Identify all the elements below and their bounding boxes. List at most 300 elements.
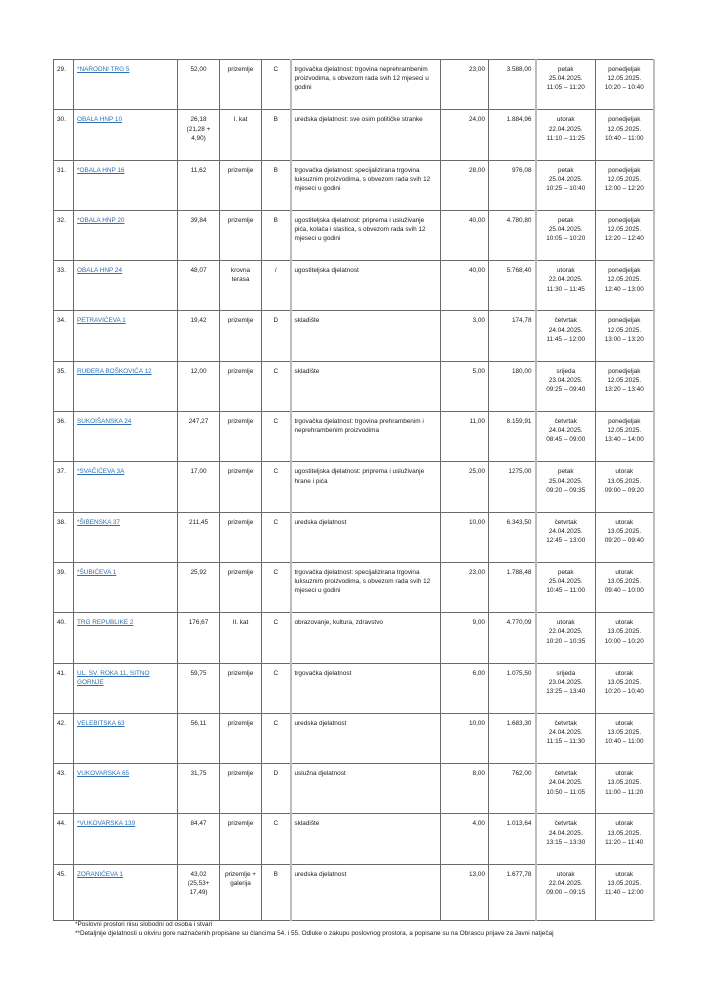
floor-cell: prizemlje [220,311,262,361]
viewing-day: srijeda [556,669,576,677]
rate-cell: 4,00 [441,814,489,864]
viewing-day: četvrtak [554,770,577,778]
viewing-date: 24.04.2025. [548,527,583,535]
floor-cell: I. kat [220,110,262,160]
footnotes [75,921,554,938]
opening-cell [596,764,654,814]
viewing-day: utorak [556,870,575,878]
table-row [54,562,654,612]
opening-day: utorak [615,518,634,526]
zone-cell: B [262,864,291,920]
area-cell: 247,27 [178,412,220,462]
area-cell: 25,92 [178,562,220,612]
viewing-cell [536,311,596,361]
table-row [54,60,654,110]
zone-cell: C [262,60,291,110]
opening-day: utorak [615,468,634,476]
opening-cell [596,814,654,864]
floor-cell: prizemlje [220,814,262,864]
viewing-day: petak [557,216,574,224]
opening-cell [596,210,654,260]
viewing-time: 11:05 – 11:20 [546,84,585,92]
zone-cell: C [262,462,291,512]
address-link[interactable]: *NARODNI TRG 5 [77,66,130,73]
viewing-date: 25.04.2025. [548,175,583,183]
viewing-day: petak [557,468,574,476]
row-number: 29. [54,60,74,110]
opening-time: 12:20 – 12:40 [604,235,644,243]
row-number: 33. [54,261,74,311]
address-cell [74,311,178,361]
row-number: 30. [54,110,74,160]
zone-cell: C [262,814,291,864]
table-row [54,864,654,920]
row-number: 37. [54,462,74,512]
table-row [54,311,654,361]
address-cell [74,210,178,260]
activity-cell: uredska djelatnost [291,864,441,920]
viewing-date: 25.04.2025. [548,477,583,485]
opening-time: 10:40 – 11:00 [604,738,644,746]
rate-cell: 5,00 [441,361,489,411]
opening-cell [596,864,654,920]
table-row [54,361,654,411]
area-cell: 176,67 [178,613,220,663]
floor-cell: prizemlje [220,160,262,210]
activity-cell: ugostiteljska djelatnost: priprema i usluživanje pića, kolača i slastica, s obvezom rada svih 12 mjeseci u godini [291,210,441,260]
viewing-cell [536,160,596,210]
opening-date: 12.05.2025. [607,125,642,133]
viewing-time: 12:45 – 13:00 [546,537,586,545]
row-number: 34. [54,311,74,361]
opening-time: 13:40 – 14:00 [604,436,644,444]
area-cell: 12,00 [178,361,220,411]
row-number: 43. [54,764,74,814]
address-link[interactable]: OBALA HNP 10 [77,116,122,124]
opening-date: 13.05.2025. [607,779,642,787]
address-link[interactable]: *ŠIBENSKA 37 [77,518,120,526]
viewing-cell [536,261,596,311]
viewing-date: 24.04.2025. [548,829,583,837]
address-cell [74,160,178,210]
row-number: 31. [54,160,74,210]
address-link[interactable]: *OBALA HNP 20 [77,216,125,224]
opening-day: ponedjeljak [608,116,641,124]
price-cell: 976,08 [489,160,536,210]
address-cell [74,412,178,462]
address-cell [74,110,178,160]
opening-date: 12.05.2025. [607,226,642,234]
viewing-date: 22.04.2025. [548,628,583,636]
rate-cell: 13,00 [441,864,489,920]
price-cell: 762,00 [489,764,536,814]
viewing-cell [536,512,596,562]
opening-date: 12.05.2025. [607,75,642,83]
viewing-day: utorak [556,619,575,627]
rate-cell: 6,00 [441,663,489,713]
opening-day: ponedjeljak [608,367,641,375]
activity-cell: uslužna djelatnost [291,764,441,814]
opening-day: ponedjeljak [608,418,641,426]
rate-cell: 8,00 [441,764,489,814]
viewing-date: 24.04.2025. [548,779,583,787]
viewing-time: 10:20 – 10:35 [546,637,586,645]
opening-date: 12.05.2025. [607,427,642,435]
opening-day: utorak [615,820,634,828]
address-link[interactable]: *OBALA HNP 16 [77,166,125,174]
opening-date: 13.05.2025. [607,578,642,586]
opening-cell [596,361,654,411]
viewing-date: 24.04.2025. [548,427,583,435]
opening-cell [596,613,654,663]
viewing-time: 10:25 – 10:40 [546,185,586,192]
zone-cell: C [262,562,291,612]
opening-time: 10:20 – 10:40 [604,687,644,695]
zone-cell: D [262,311,291,361]
price-cell: 1275,00 [489,462,536,512]
price-cell: 1.884,96 [489,110,536,160]
zone-cell: C [262,512,291,562]
opening-time: 10:00 – 10:20 [604,637,644,645]
price-cell: 3.588,00 [489,60,536,110]
viewing-cell [536,462,596,512]
viewing-cell [536,412,596,462]
price-cell: 4.780,80 [489,210,536,260]
rate-cell: 23,00 [441,562,489,612]
opening-day: utorak [615,719,634,727]
address-cell [74,462,178,512]
zone-cell: C [262,713,291,763]
opening-date: 12.05.2025. [607,276,642,284]
address-cell [74,361,178,411]
activity-cell: ugostiteljska djelatnost: priprema i usluživanje hrane i pića [291,462,441,512]
viewing-day: četvrtak [554,418,577,426]
viewing-cell [536,210,596,260]
opening-cell [596,160,654,210]
area-cell: 19,42 [178,311,220,361]
rate-cell: 3,00 [441,311,489,361]
zone-cell: C [262,412,291,462]
rate-cell: 11,00 [441,412,489,462]
viewing-date: 24.04.2025. [548,326,583,334]
viewing-time: 11:10 – 11:25 [546,134,585,142]
address-cell [74,562,178,612]
viewing-time: 09:20 – 09:35 [546,486,586,494]
price-cell: 5.768,40 [489,261,536,311]
viewing-cell [536,60,596,110]
opening-cell [596,110,654,160]
row-number: 32. [54,210,74,260]
table-row [54,210,654,260]
address-link[interactable]: UL. SV. ROKA 11, SITNO GORNJE [77,669,150,686]
address-link[interactable]: TRG REPUBLIKE 2 [77,619,134,627]
viewing-cell [536,663,596,713]
viewing-day: četvrtak [554,317,577,325]
opening-day: ponedjeljak [608,267,641,275]
viewing-date: 23.04.2025. [548,678,583,686]
zone-cell: C [262,361,291,411]
price-cell: 1.677,78 [489,864,536,920]
opening-time: 10:40 – 11:00 [604,134,644,142]
price-cell: 8.159,91 [489,412,536,462]
address-cell [74,814,178,864]
viewing-date: 23.04.2025. [548,376,583,384]
address-cell [74,60,178,110]
viewing-day: utorak [556,267,575,275]
address-cell [74,261,178,311]
activity-cell: uredska djelatnost [291,512,441,562]
area-cell: 11,62 [178,160,220,210]
zone-cell: C [262,613,291,663]
activity-cell: trgovačka djelatnost: trgovina neprehrambenim proizvodima, s obvezom rada svih 12 mjeseci u godini [291,60,441,110]
address-link[interactable]: PETRAVIĆEVA 1 [77,317,126,325]
opening-day: utorak [615,870,634,878]
viewing-day: četvrtak [554,518,577,526]
table-row [54,613,654,663]
opening-date: 13.05.2025. [607,527,642,535]
activity-cell: trgovačka djelatnost: specijalizirana trgovina luksuznim proizvodima, s obvezom rada svih 12 mjeseci u godini [291,160,441,210]
rate-cell: 28,00 [441,160,489,210]
viewing-date: 25.04.2025. [548,578,583,586]
zone-cell: D [262,764,291,814]
area-cell: 211,45 [178,512,220,562]
price-cell: 174,78 [489,311,536,361]
table-row [54,713,654,763]
rate-cell: 23,00 [441,60,489,110]
floor-cell: prizemlje + galerija [220,864,262,920]
opening-date: 13.05.2025. [607,879,642,887]
opening-time: 11:40 – 12:00 [604,889,644,897]
opening-day: ponedjeljak [608,66,641,73]
viewing-date: 25.04.2025. [548,75,583,83]
table-row [54,764,654,814]
table-row [54,663,654,713]
area-cell: 52,00 [178,60,220,110]
rate-cell: 40,00 [441,261,489,311]
viewing-date: 22.04.2025. [548,125,583,133]
table-row [54,110,654,160]
opening-day: utorak [615,619,634,627]
row-number: 42. [54,713,74,763]
opening-cell [596,311,654,361]
floor-cell: prizemlje [220,764,262,814]
rate-cell: 24,00 [441,110,489,160]
floor-cell: II. kat [220,613,262,663]
opening-date: 13.05.2025. [607,678,642,686]
viewing-time: 13:25 – 13:40 [546,687,586,695]
viewing-time: 10:05 – 10:20 [546,235,586,243]
opening-cell [596,462,654,512]
opening-time: 11:20 – 11:40 [605,838,644,846]
opening-date: 12.05.2025. [607,376,642,384]
price-cell: 4.770,09 [489,613,536,663]
viewing-cell [536,864,596,920]
activity-cell: skladište [291,814,441,864]
row-number: 41. [54,663,74,713]
opening-date: 12.05.2025. [607,175,642,183]
properties-table [53,59,655,921]
area-cell: 59,75 [178,663,220,713]
opening-day: utorak [615,669,634,677]
opening-day: ponedjeljak [608,317,641,325]
floor-cell: prizemlje [220,512,262,562]
viewing-cell [536,613,596,663]
viewing-day: srijeda [556,367,576,375]
address-cell [74,512,178,562]
opening-date: 13.05.2025. [607,628,642,636]
viewing-time: 13:15 – 13:30 [546,838,586,846]
viewing-time: 08:45 – 09:00 [546,436,586,444]
row-number: 38. [54,512,74,562]
floor-cell: prizemlje [220,663,262,713]
viewing-time: 11:15 – 11:30 [546,738,585,746]
opening-time: 09:40 – 10:00 [604,587,644,595]
activity-cell: skladište [291,311,441,361]
viewing-day: četvrtak [554,820,577,828]
opening-date: 13.05.2025. [607,729,642,737]
price-cell: 6.343,50 [489,512,536,562]
viewing-time: 09:00 – 09:15 [546,889,586,897]
address-link[interactable]: *ŠUBIĆEVA 1 [77,568,117,576]
viewing-date: 22.04.2025. [548,879,583,887]
viewing-day: četvrtak [554,719,577,727]
activity-cell: obrazovanje, kultura, zdravstvo [291,613,441,663]
activity-cell: ugostiteljska djelatnost [291,261,441,311]
table-row [54,412,654,462]
address-link[interactable]: *VUKOVARSKA 139 [77,820,136,828]
opening-time: 13:00 – 13:20 [604,335,644,343]
price-cell: 1.683,30 [489,713,536,763]
zone-cell: B [262,210,291,260]
table-row [54,512,654,562]
floor-cell: prizemlje [220,562,262,612]
rate-cell: 10,00 [441,512,489,562]
rate-cell: 10,00 [441,713,489,763]
opening-cell [596,562,654,612]
floor-cell: prizemlje [220,412,262,462]
viewing-time: 10:50 – 11:05 [546,788,586,796]
opening-cell [596,713,654,763]
opening-cell [596,512,654,562]
opening-time: 11:00 – 11:20 [605,788,644,796]
viewing-time: 11:45 – 12:00 [546,335,586,343]
row-number: 36. [54,412,74,462]
opening-time: 09:00 – 09:20 [604,486,644,494]
viewing-cell [536,110,596,160]
address-cell [74,864,178,920]
address-link[interactable]: VUKOVARSKA 65 [77,770,130,778]
viewing-date: 22.04.2025. [548,276,583,284]
opening-date: 13.05.2025. [607,829,642,837]
address-link[interactable]: SUKOIŠANSKA 24 [77,418,132,426]
opening-time: 09:20 – 09:40 [604,537,644,545]
viewing-day: utorak [556,116,575,124]
area-cell: 26,18 (21,28 + 4,90) [178,110,220,160]
opening-time: 13:20 – 13:40 [604,386,644,394]
address-cell [74,613,178,663]
row-number: 35. [54,361,74,411]
zone-cell: C [262,663,291,713]
activity-cell: trgovačka djelatnost: trgovina prehrambenim i neprehrambenim proizvodima [291,412,441,462]
row-number: 39. [54,562,74,612]
viewing-cell [536,713,596,763]
area-cell: 39,84 [178,210,220,260]
activity-cell: trgovačka djelatnost: specijalizirana trgovina luksuznim proizvodima, s obvezom rada svih 12 mjeseci u godini [291,562,441,612]
zone-cell: B [262,160,291,210]
viewing-date: 25.04.2025. [548,226,583,234]
zone-cell: B [262,110,291,160]
viewing-day: petak [557,66,574,73]
footnote-occupied: *Poslovni prostori nisu slobodni od osoba i stvari [75,921,213,928]
opening-cell [596,663,654,713]
viewing-time: 10:45 – 11:00 [546,587,586,595]
area-cell: 56,11 [178,713,220,763]
floor-cell: prizemlje [220,361,262,411]
address-cell [74,663,178,713]
area-cell: 43,02 (25,53+ 17,49) [178,864,220,920]
viewing-date: 24.04.2025. [548,729,583,737]
opening-cell [596,60,654,110]
viewing-day: petak [557,166,574,174]
rate-cell: 40,00 [441,210,489,260]
opening-day: utorak [615,770,634,778]
area-cell: 84,47 [178,814,220,864]
price-cell: 180,00 [489,361,536,411]
address-link[interactable]: ZORANIĆEVA 1 [77,870,124,878]
rate-cell: 25,00 [441,462,489,512]
address-link[interactable]: *SVAČIĆEVA 3A [77,468,125,476]
table-row [54,160,654,210]
opening-cell [596,261,654,311]
table-row [54,462,654,512]
row-number: 44. [54,814,74,864]
opening-time: 12:00 – 12:20 [604,185,644,192]
viewing-time: 09:25 – 09:40 [546,386,586,394]
row-number: 45. [54,864,74,920]
opening-day: ponedjeljak [608,166,641,174]
zone-cell: / [262,261,291,311]
floor-cell: krovna terasa [220,261,262,311]
viewing-cell [536,764,596,814]
viewing-time: 11:30 – 11:45 [546,285,585,293]
floor-cell: prizemlje [220,60,262,110]
price-cell: 1.788,48 [489,562,536,612]
opening-time: 10:20 – 10:40 [604,84,644,92]
opening-time: 12:40 – 13:00 [604,285,644,293]
table-row [54,814,654,864]
floor-cell: prizemlje [220,210,262,260]
viewing-cell [536,814,596,864]
address-link[interactable]: VELEBITSKA 63 [77,719,125,727]
opening-day: ponedjeljak [608,216,641,224]
row-number: 40. [54,613,74,663]
opening-day: utorak [615,568,634,576]
rate-cell: 9,00 [441,613,489,663]
viewing-day: petak [557,568,574,576]
area-cell: 17,00 [178,462,220,512]
opening-cell [596,412,654,462]
price-cell: 1.013,64 [489,814,536,864]
address-link[interactable]: RUĐERA BOŠKOVIĆA 12 [77,367,152,375]
address-link[interactable]: OBALA HNP 24 [77,267,122,275]
opening-date: 12.05.2025. [607,326,642,334]
activity-cell: trgovačka djelatnost [291,663,441,713]
table-row [54,261,654,311]
floor-cell: prizemlje [220,713,262,763]
activity-cell: uredska djelatnost [291,713,441,763]
footnote-activities: **Detaljnije djelatnosti u okviru gore naznačenih propisane su člancima 54. i 55. Odluke o zakupu poslovnog prostora, a popisane su na Obrascu prijave za Javni natječaj [75,929,554,937]
area-cell: 31,75 [178,764,220,814]
